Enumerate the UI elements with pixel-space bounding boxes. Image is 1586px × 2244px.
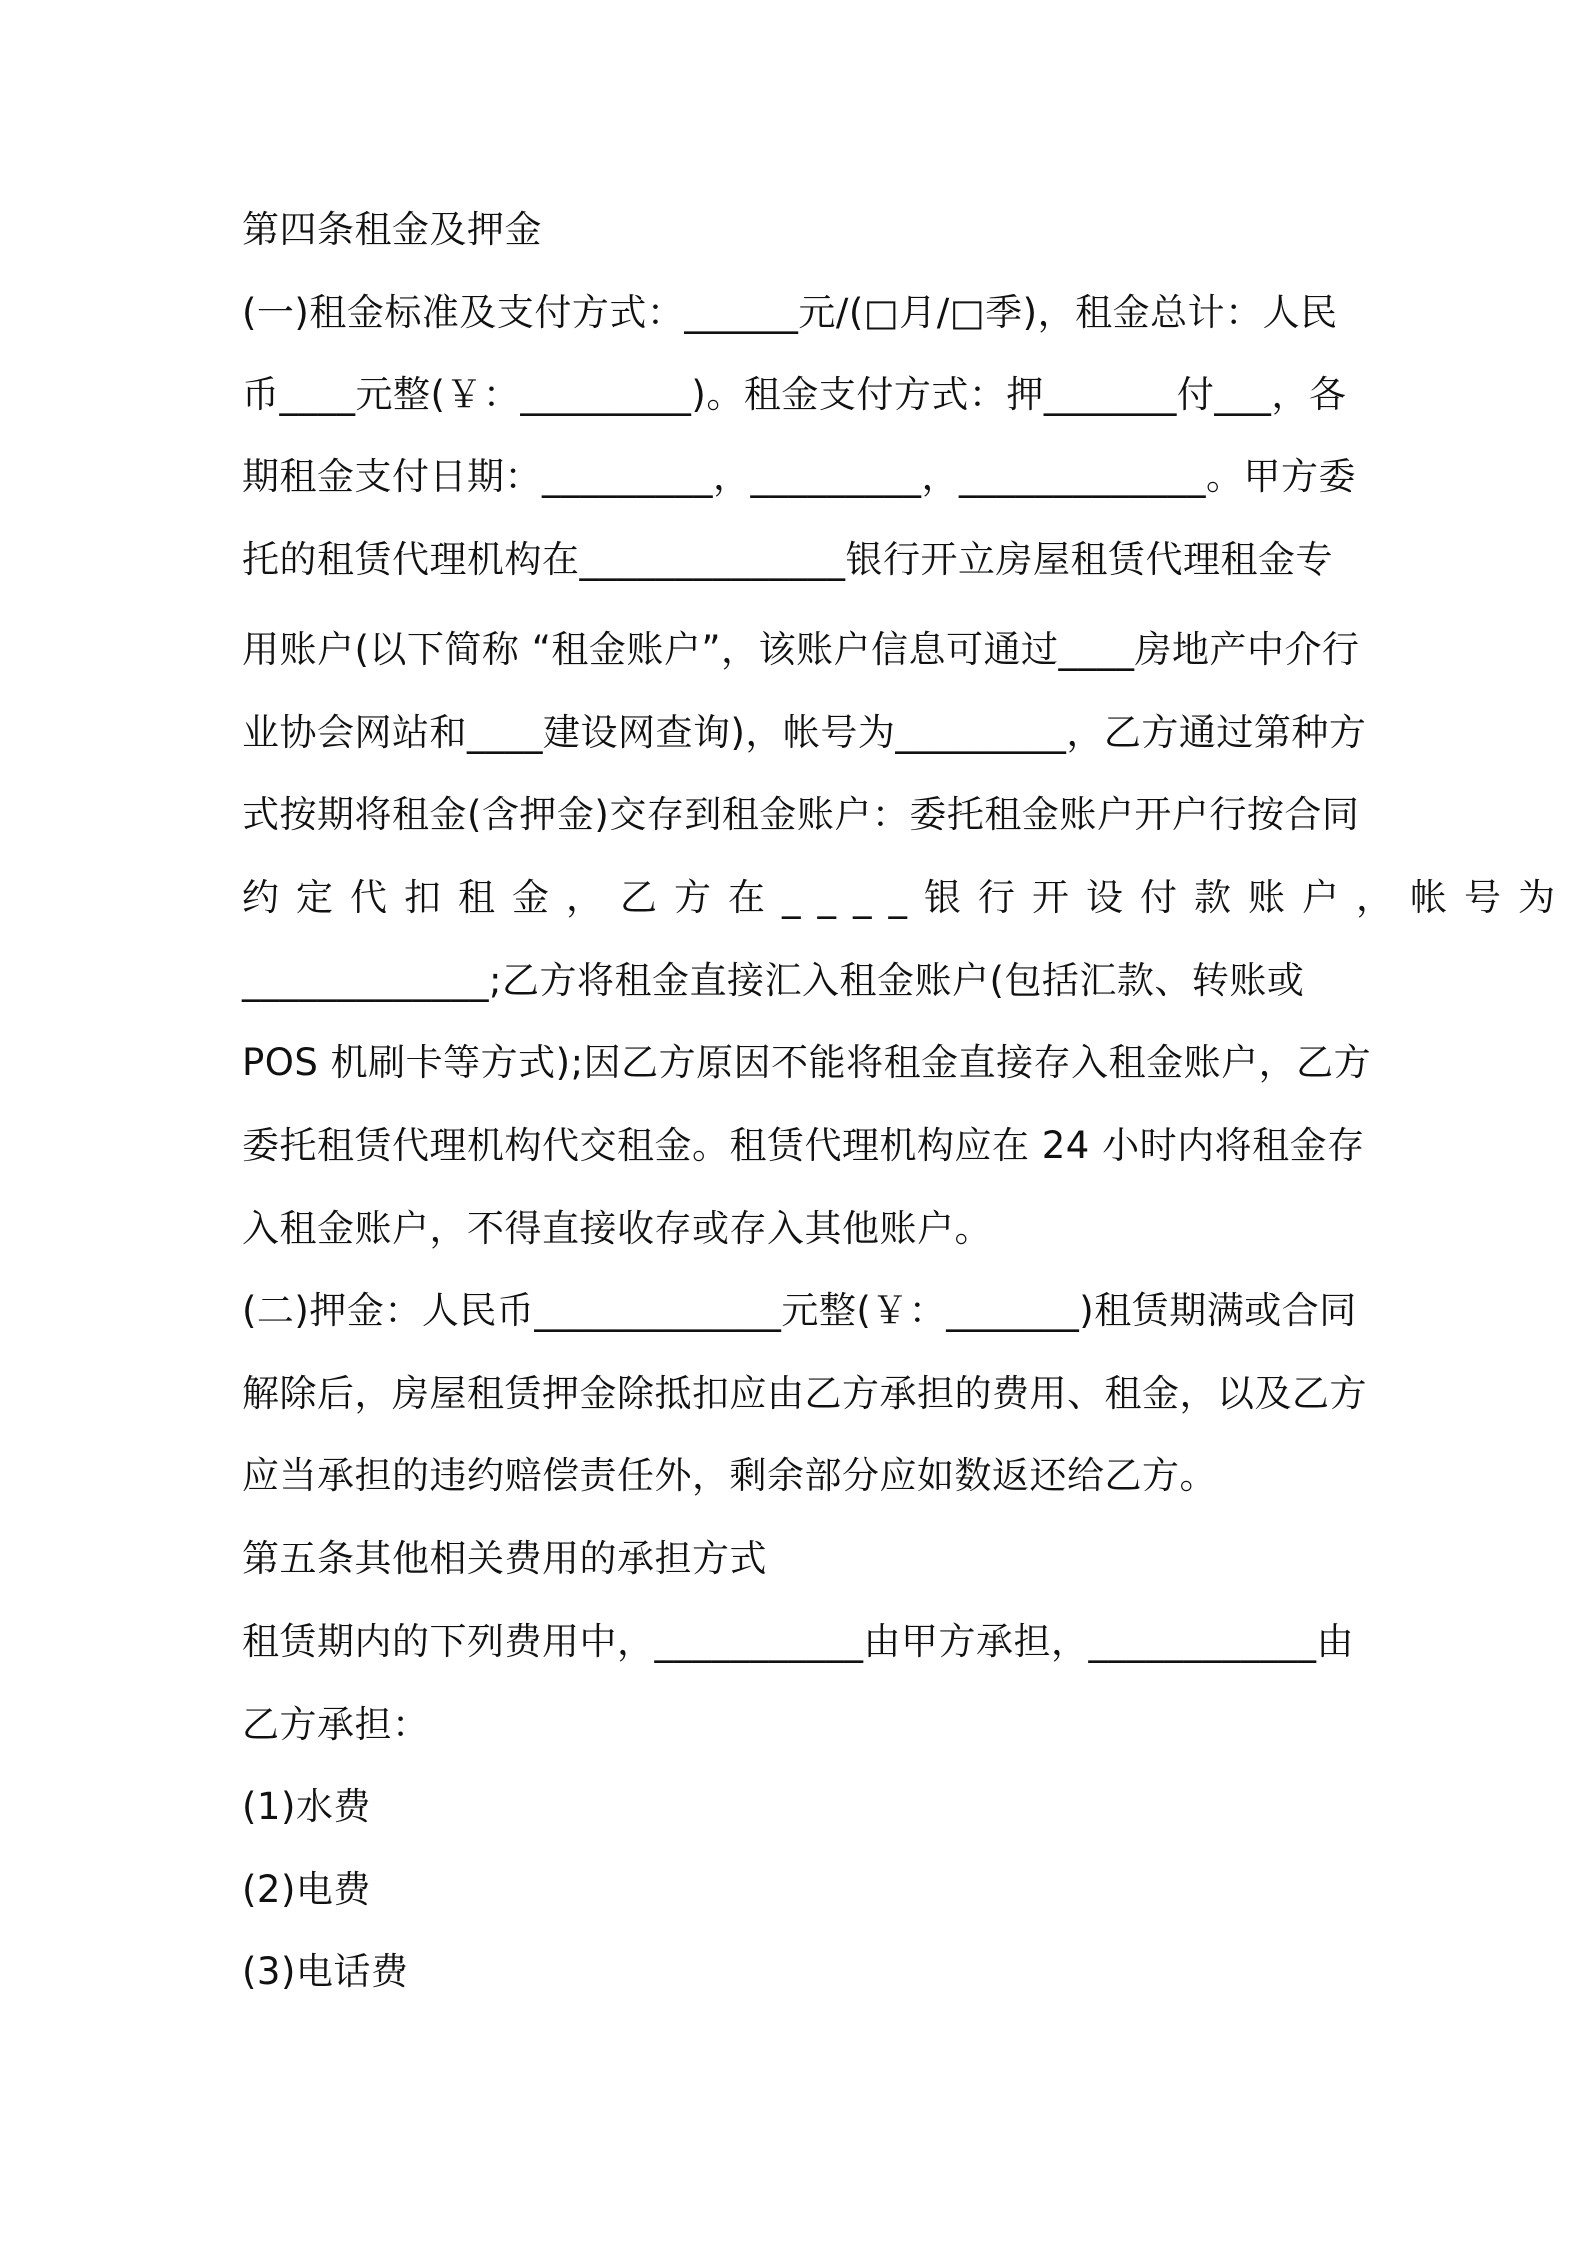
article4-line: 式按期将租金(含押金)交存到租金账户：委托租金账户开户行按合同 — [242, 793, 1360, 836]
article5-heading: 第五条其他相关费用的承担方式 — [242, 1537, 767, 1580]
article4-line: 应当承担的违约赔偿责任外，剩余部分应如数返还给乙方。 — [242, 1454, 1217, 1497]
article4-line: 币____元整(￥：_________)。租金支付方式：押_______付___，各 — [242, 373, 1347, 416]
article4-line: 约定代扣租金，乙方在____银行开设付款账户，帐号为 — [242, 876, 1572, 919]
article4-line: 用账户(以下简称 “租金账户”，该账户信息可通过____房地产中介行 — [242, 628, 1360, 671]
article4-line: _____________;乙方将租金直接汇入租金账户(包括汇款、转账或 — [242, 959, 1305, 1002]
article5-line: (3)电话费 — [242, 1950, 409, 1993]
article5-line: 乙方承担： — [242, 1703, 430, 1746]
article4-line: 托的租赁代理机构在______________银行开立房屋租赁代理租金专 — [242, 538, 1333, 581]
article4-line: 入租金账户，不得直接收存或存入其他账户。 — [242, 1207, 992, 1250]
article4-line: 委托租赁代理机构代交租金。租赁代理机构应在 24 小时内将租金存 — [242, 1124, 1365, 1167]
article4-line: 解除后，房屋租赁押金除抵扣应由乙方承担的费用、租金，以及乙方 — [242, 1372, 1367, 1415]
article4-heading: 第四条租金及押金 — [242, 208, 542, 251]
article5-line: 租赁期内的下列费用中，___________由甲方承担，____________由 — [242, 1620, 1354, 1663]
article4-line: POS 机刷卡等方式);因乙方原因不能将租金直接存入租金账户，乙方 — [242, 1041, 1372, 1084]
article4-line: 期租金支付日期：_________，_________，_____________。甲方委 — [242, 455, 1356, 498]
article4-line: (一)租金标准及支付方式：______元/(□月/□季)，租金总计：人民 — [242, 291, 1338, 334]
article5-line: (1)水费 — [242, 1785, 371, 1828]
article5-line: (2)电费 — [242, 1868, 371, 1911]
article4-line: (二)押金：人民币_____________元整(￥：_______)租赁期满或合同 — [242, 1289, 1357, 1332]
article4-line: 业协会网站和____建设网查询)，帐号为_________，乙方通过第种方 — [242, 711, 1367, 754]
